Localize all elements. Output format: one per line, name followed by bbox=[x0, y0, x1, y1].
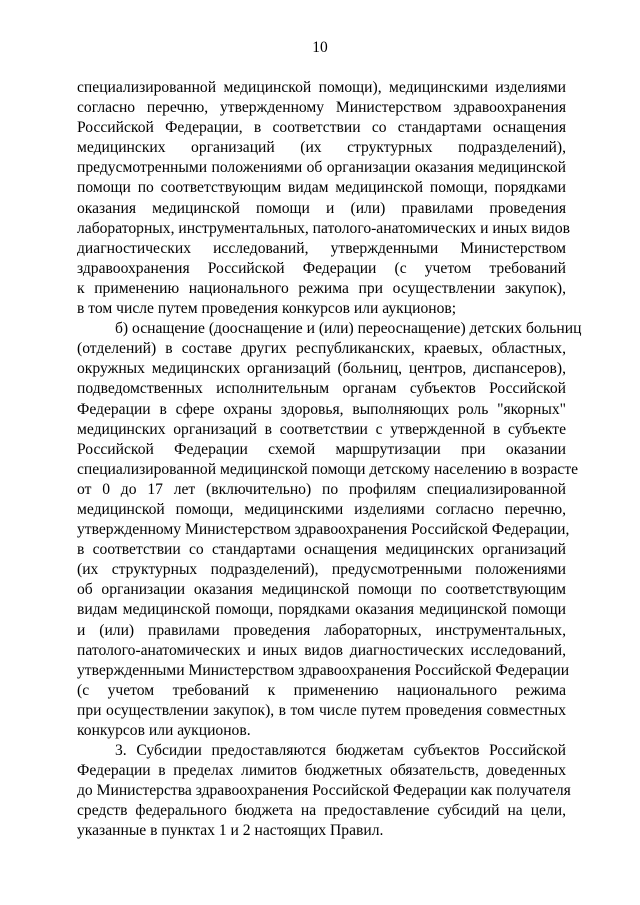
text-line: до Министерства здравоохранения Российской Федерации как получателя bbox=[77, 782, 571, 800]
text-line: окружных медицинских организаций (больниц, центров, диспансеров), bbox=[77, 360, 566, 378]
text-line: утвержденными Министерством здравоохранения Российской Федерации bbox=[77, 661, 570, 679]
text-line: подведомственных исполнительным органам субъектов Российской bbox=[77, 380, 566, 398]
text-line: согласно перечню, утвержденному Министерством здравоохранения bbox=[77, 99, 566, 117]
text-line: видам медицинской помощи, порядками оказания медицинской помощи bbox=[77, 601, 566, 619]
text-line: (их структурных подразделений), предусмотренными положениями bbox=[77, 561, 566, 579]
text-line: при осуществлении закупок), в том числе путем проведения совместных bbox=[77, 701, 566, 719]
text-line: в том числе путем проведения конкурсов или аукционов; bbox=[77, 300, 457, 318]
text-line: Российской Федерации, в соответствии со стандартами оснащения bbox=[77, 119, 566, 137]
text-line: помощи по соответствующим видам медицинской помощи, порядками bbox=[77, 179, 566, 197]
text-line: от 0 до 17 лет (включительно) по профилям специализированной bbox=[77, 480, 566, 498]
text-line: (с учетом требований к применению национального режима bbox=[77, 681, 566, 699]
text-line: патолого-анатомических и иных видов диагностических исследований, bbox=[77, 641, 566, 659]
text-line: здравоохранения Российской Федерации (с учетом требований bbox=[77, 259, 566, 277]
text-line: б) оснащение (дооснащение и (или) переоснащение) детских больниц bbox=[115, 320, 582, 338]
text-line: Российской Федерации схемой маршрутизации при оказании bbox=[77, 440, 566, 458]
text-line: диагностических исследований, утвержденными Министерством bbox=[77, 239, 566, 257]
text-line: указанные в пунктах 1 и 2 настоящих Правил. bbox=[77, 822, 384, 840]
text-line: Федерации в сфере охраны здоровья, выполняющих роль "якорных" bbox=[77, 400, 566, 418]
text-line: медицинских организаций (их структурных подразделений), bbox=[77, 139, 566, 157]
text-line: в соответствии со стандартами оснащения медицинских организаций bbox=[77, 541, 566, 559]
text-line: конкурсов или аукционов. bbox=[77, 722, 251, 739]
text-line: (отделений) в составе других республиканских, краевых, областных, bbox=[77, 340, 566, 358]
text-line: к применению национального режима при осуществлении закупок), bbox=[77, 279, 566, 297]
text-line: об организации оказания медицинской помощи по соответствующим bbox=[77, 581, 566, 599]
text-line: оказания медицинской помощи и (или) правилами проведения bbox=[77, 199, 566, 217]
text-line: предусмотренными положениями об организации оказания медицинской bbox=[77, 159, 566, 177]
text-line: специализированной медицинской помощи), медицинскими изделиями bbox=[77, 79, 566, 96]
text-line: медицинских организаций в соответствии с утвержденной в субъекте bbox=[77, 420, 566, 438]
text-line: и (или) правилами проведения лабораторных, инструментальных, bbox=[77, 621, 566, 639]
text-line: медицинской помощи, медицинскими изделиями согласно перечню, bbox=[77, 500, 566, 518]
document-body bbox=[77, 78, 582, 842]
text-line: средств федерального бюджета на предоставление субсидий на цели, bbox=[77, 802, 566, 820]
text-line: Федерации в пределах лимитов бюджетных обязательств, доведенных bbox=[77, 762, 566, 780]
text-line: 3. Субсидии предоставляются бюджетам субъектов Российской bbox=[115, 742, 566, 760]
text-line: лабораторных, инструментальных, патолого-анатомических и иных видов bbox=[77, 219, 571, 237]
text-line: специализированной медицинской помощи детскому населению в возрасте bbox=[77, 460, 579, 478]
page-number: 10 bbox=[312, 39, 328, 56]
text-line: утвержденному Министерством здравоохранения Российской Федерации, bbox=[77, 521, 570, 539]
